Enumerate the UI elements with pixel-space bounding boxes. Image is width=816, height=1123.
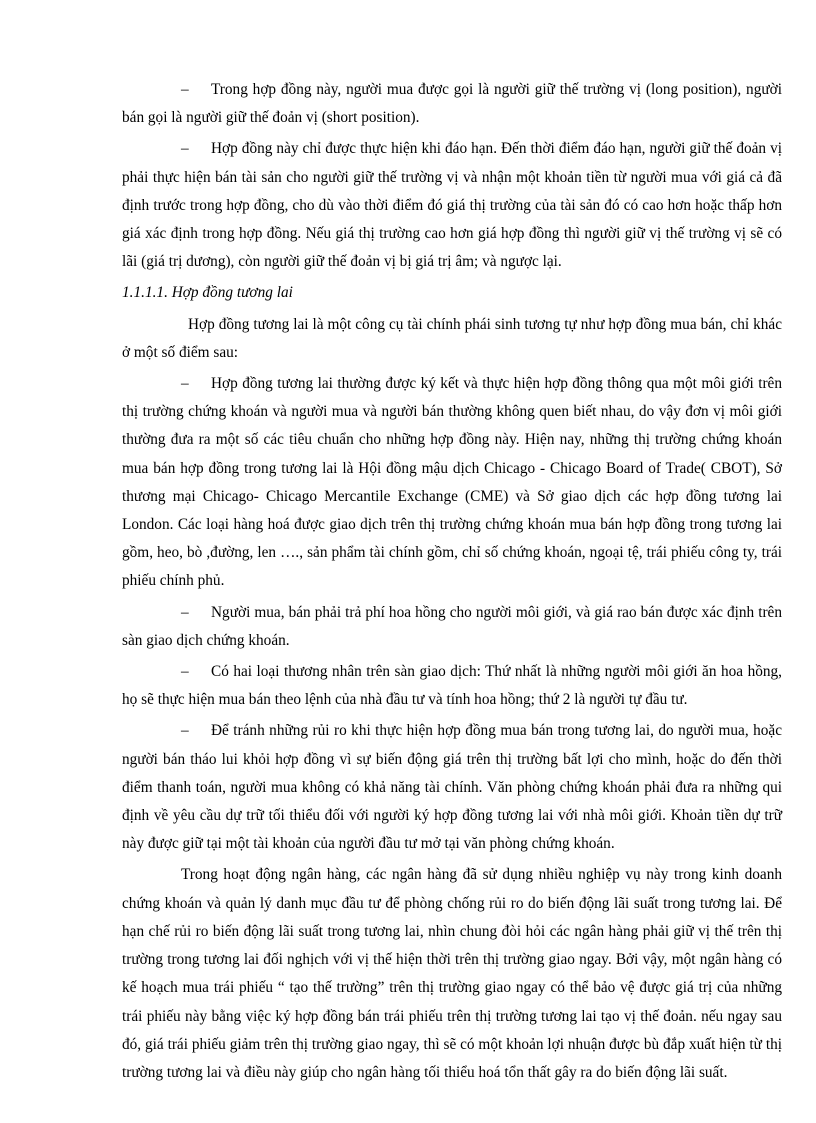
document-body bbox=[122, 76, 782, 1090]
bullet-dash: – bbox=[181, 81, 189, 98]
bullet-paragraph bbox=[122, 135, 782, 276]
bullet-dash: – bbox=[181, 375, 189, 393]
bullet-dash: – bbox=[181, 722, 189, 740]
paragraph-text: Hợp đồng này chỉ được thực hiện khi đáo hạn. Đến thời điểm đáo hạn, người giữ thế đoản vị phải thực hiện bán tài sản cho người giữ thế trường vị và nhận một khoản tiền từ người mua với giá cả đã định trước trong hợp đồng, cho dù vào thời điểm đó giá thị trường của tài sản đó có cao hơn hoặc thấp hơn giá xác định trong hợp đồng. Nếu giá thị trường cao hơn giá hợp đồng thì người giữ vị thế trường vị sẽ có lãi (giá trị dương), còn người giữ thế đoản vị bị giá trị âm; và ngược lại. bbox=[122, 140, 782, 271]
paragraph-text: Người mua, bán phải trả phí hoa hồng cho người môi giới, và giá rao bán được xác định trên sàn giao dịch chứng khoán. bbox=[122, 603, 782, 649]
paragraph-text: Có hai loại thương nhân trên sàn giao dịch: Thứ nhất là những người môi giới ăn hoa hồng, họ sẽ thực hiện mua bán theo lệnh của nhà đầu tư và tính hoa hồng; thứ 2 là người tự đầu tư. bbox=[122, 663, 782, 709]
bullet-paragraph bbox=[122, 370, 782, 596]
paragraph-text: Để tránh những rủi ro khi thực hiện hợp đồng mua bán trong tương lai, do người mua, hoặc người bán tháo lui khỏi hợp đồng vì sự biến động giá trên thị trường bất lợi cho mình, hoặc do đến thời điểm thanh toán, người mua không có khả năng tài chính. Văn phòng chứng khoán phải đưa ra những qui định về yêu cầu dự trữ tối thiểu đối với người ký hợp đồng tương lai với nhà môi giới. Khoản tiền dự trữ này được giữ tại một tài khoản của người đầu tư mở tại văn phòng chứng khoán. bbox=[122, 722, 782, 853]
bullet-dash: – bbox=[181, 140, 189, 158]
section-heading: 1.1.1.1. Hợp đồng tương lai bbox=[122, 284, 293, 302]
paragraph-text: Trong hoạt động ngân hàng, các ngân hàng đã sử dụng nhiều nghiệp vụ này trong kinh doanh chứng khoán và quản lý danh mục đầu tư để phòng chống rủi ro do biến động lãi suất trong tương lai. Để hạn chế rủi ro biến động lãi suất trong tương lai, nhìn chung đòi hỏi các ngân hàng phải giữ vị thế trên thị trường trong tương lai đối nghịch với vị thế hiện thời trên thị trường giao ngay. Bởi vậy, một ngân hàng có kế hoạch mua trái phiếu “ tạo thế trường” trên thị trường giao ngay có thể bảo vệ được giá trị của những trái phiếu này bằng việc ký hợp đồng bán trái phiếu trên thị trường tương lai tạo vị thế đoản. nếu ngay sau đó, giá trái phiếu giảm trên thị trường giao ngay, thì sẽ có một khoản lợi nhuận được bù đắp xuất hiện từ thị trường tương lai và điều này giúp cho ngân hàng tối thiểu hoá tổn thất gây ra do biến động lãi suất. bbox=[122, 866, 782, 1081]
bullet-paragraph bbox=[122, 76, 782, 132]
bullet-paragraph bbox=[122, 658, 782, 714]
paragraph-text: Trong hợp đồng này, người mua được gọi là người giữ thế trường vị (long position), người bán gọi là người giữ thế đoản vị (short position). bbox=[122, 81, 782, 127]
body-paragraph bbox=[122, 311, 782, 367]
bullet-paragraph bbox=[122, 717, 782, 858]
bullet-dash: – bbox=[181, 663, 189, 681]
paragraph-text: Hợp đồng tương lai thường được ký kết và thực hiện hợp đồng thông qua một môi giới trên thị trường chứng khoán và người mua và người bán thường không quen biết nhau, do vậy đơn vị môi giới thường đưa ra một số các tiêu chuẩn cho những hợp đồng này. Hiện nay, những thị trường chứng khoán mua bán hợp đồng trong tương lai là Hội đồng mậu dịch Chicago - Chicago Board of Trade( CBOT), Sở thương mại Chicago- Chicago Mercantile Exchange (CME) và Sở giao dịch các hợp đồng tương lai London. Các loại hàng hoá được giao dịch trên thị trường chứng khoán mua bán hợp đồng trong tương lai gồm, heo, bò ,đường, len …., sản phẩm tài chính gồm, chỉ số chứng khoán, ngoại tệ, trái phiếu công ty, trái phiếu chính phủ. bbox=[122, 375, 782, 590]
body-paragraph bbox=[122, 861, 782, 1087]
paragraph-text: Hợp đồng tương lai là một công cụ tài chính phái sinh tương tự như hợp đồng mua bán, chỉ khác ở một số điểm sau: bbox=[122, 315, 782, 361]
bullet-dash: – bbox=[181, 603, 189, 621]
bullet-paragraph bbox=[122, 599, 782, 655]
